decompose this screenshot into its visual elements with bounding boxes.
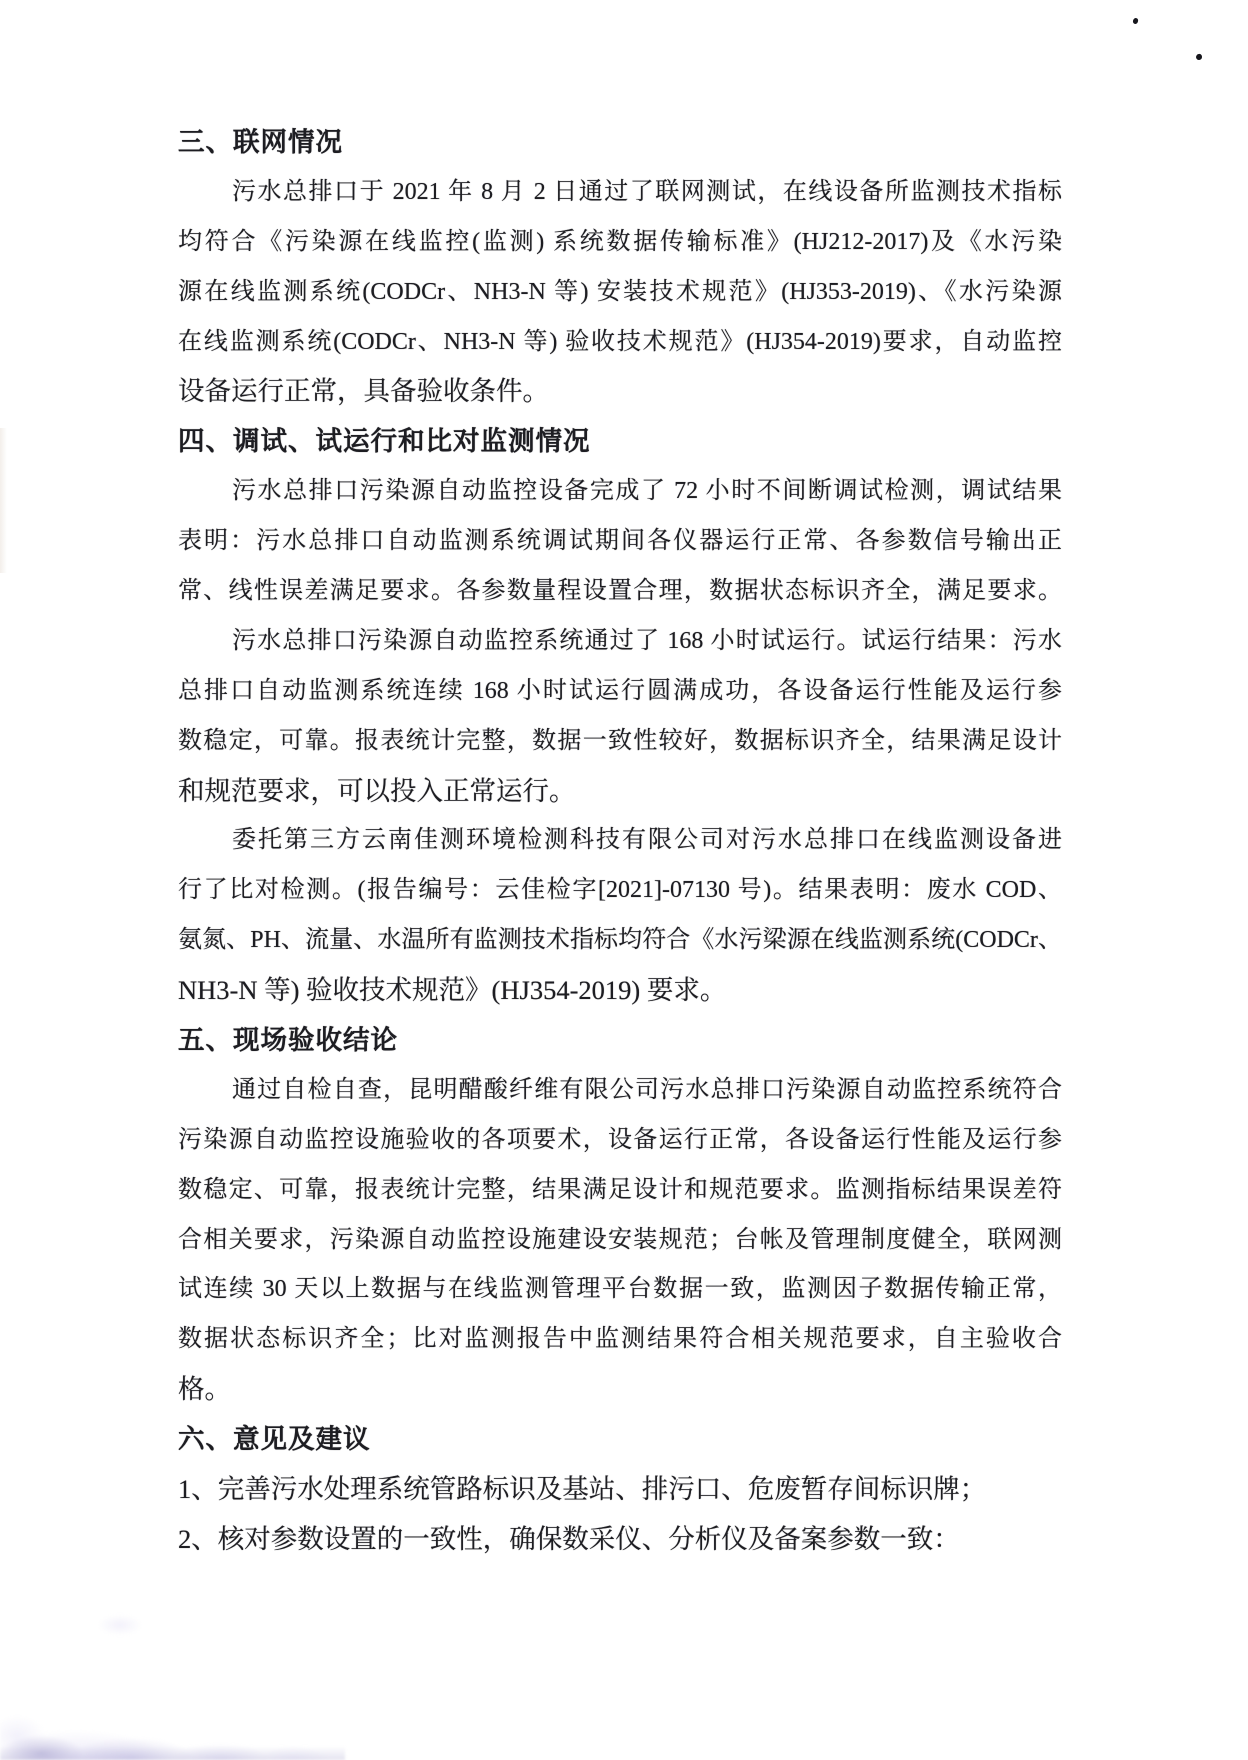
- text-line: 试连续 30 天以上数据与在线监测管理平台数据一致，监测因子数据传输正常，: [178, 1276, 1062, 1303]
- text-line: 设备运行正常，具备验收条件。: [178, 376, 549, 407]
- text-line: 格。: [178, 1374, 231, 1405]
- section-heading-4: 四、调试、试运行和比对监测情况: [178, 426, 591, 457]
- scan-noise-artifact: [0, 1680, 345, 1760]
- text-line: 污水总排口污染源自动监控系统通过了 168 小时试运行。试运行结果：污水: [232, 627, 1062, 654]
- text-line: 数稳定、可靠，报表统计完整，结果满足设计和规范要求。监测指标结果误差符: [178, 1176, 1062, 1203]
- ink-speck-artifact: [1132, 17, 1138, 24]
- text-line: 行了比对检测。(报告编号：云佳检字[2021]-07130 号)。结果表明：废水 COD、: [178, 877, 1062, 904]
- section-heading-6: 六、意见及建议: [178, 1424, 371, 1455]
- text-line: 表明：污水总排口自动监测系统调试期间各仪器运行正常、各参数信号输出正: [178, 528, 1062, 555]
- text-line: 常、线性误差满足要求。各参数量程设置合理，数据状态标识齐全，满足要求。: [178, 578, 1062, 605]
- scan-edge-artifact: [0, 428, 7, 573]
- document-text-block: [178, 118, 1062, 1565]
- section-heading-5: 五、现场验收结论: [178, 1025, 398, 1056]
- text-line: 委托第三方云南佳测环境检测科技有限公司对污水总排口在线监测设备进: [232, 827, 1062, 854]
- section-heading-3: 三、联网情况: [178, 127, 343, 157]
- scan-smudge-artifact: [90, 1610, 150, 1640]
- text-line: 合相关要求，污染源自动监控设施建设安装规范；台帐及管理制度健全，联网测: [178, 1226, 1062, 1253]
- text-line: 和规范要求，可以投入正常运行。: [178, 775, 576, 806]
- text-line: 在线监测系统(CODCr、NH3-N 等) 验收技术规范》(HJ354-2019)要求，自动监控: [178, 328, 1062, 355]
- text-line: 污染源自动监控设施验收的各项要术，设备运行正常，各设备运行性能及运行参: [178, 1126, 1062, 1153]
- text-line: 源在线监测系统(CODCr、NH3-N 等) 安装技术规范》(HJ353-2019)、《水污染源: [178, 278, 1062, 305]
- text-line: 均符合《污染源在线监控(监测) 系统数据传输标准》(HJ212-2017)及《水污染: [178, 228, 1062, 255]
- text-line: 污水总排口于 2021 年 8 月 2 日通过了联网测试，在线设备所监测技术指标: [232, 178, 1062, 205]
- text-line: NH3-N 等) 验收技术规范》(HJ354-2019) 要求。: [178, 975, 727, 1006]
- list-item-2: 2、核对参数设置的一致性，确保数采仪、分析仪及备案参数一致：: [178, 1523, 960, 1554]
- text-line: 污水总排口污染源自动监控设备完成了 72 小时不间断调试检测，调试结果: [232, 478, 1062, 505]
- text-line: 数稳定，可靠。报表统计完整，数据一致性较好，数据标识齐全，结果满足设计: [178, 727, 1062, 754]
- text-line: 总排口自动监测系统连续 168 小时试运行圆满成功，各设备运行性能及运行参: [178, 677, 1062, 704]
- list-item-1: 1、完善污水处理系统管路标识及基站、排污口、危废暂存间标识牌；: [178, 1474, 987, 1505]
- text-line: 数据状态标识齐全；比对监测报告中监测结果符合相关规范要求，自主验收合: [178, 1326, 1062, 1353]
- text-line: 氨氮、PH、流量、水温所有监测技术指标均符合《水污梁源在线监测系统(CODCr、: [178, 927, 1062, 954]
- ink-speck-artifact: [1196, 54, 1203, 61]
- text-line: 通过自检自查，昆明醋酸纤维有限公司污水总排口污染源自动监控系统符合: [232, 1076, 1062, 1103]
